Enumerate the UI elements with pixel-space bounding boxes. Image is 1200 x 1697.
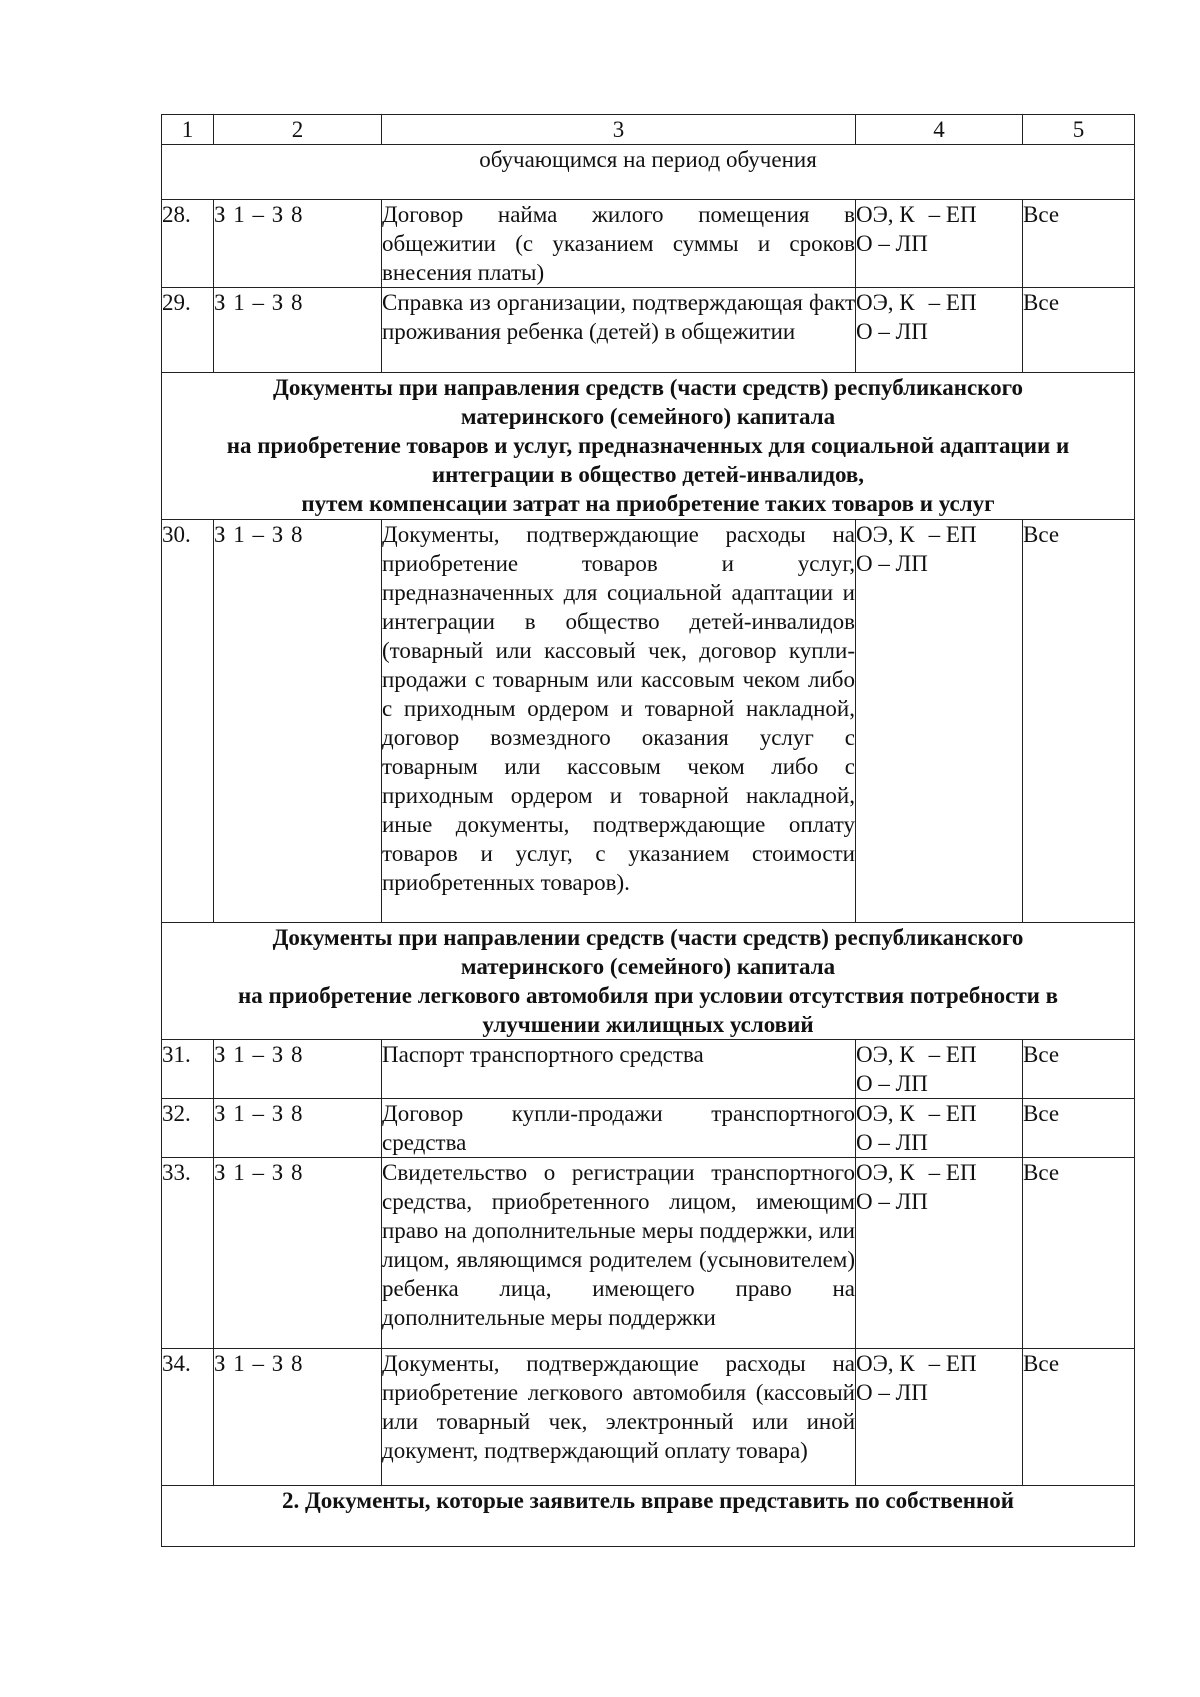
row-scope: Все <box>1023 1349 1135 1486</box>
row-description: Документы, подтверждающие расходы на приобретение легкового автомобиля (кассовый или товарный чек, электронный или иной документ, подтверждающий оплату товара) <box>382 1349 856 1486</box>
applicant-secondary: О – ЛП <box>856 1189 928 1214</box>
row-applicant <box>856 288 1023 373</box>
row-description: Справка из организации, подтверждающая факт проживания ребенка (детей) в общежитии <box>382 288 856 373</box>
row-number: 28. <box>162 200 214 288</box>
row-scope: Все <box>1023 1040 1135 1099</box>
applicant-format: – ЕП <box>928 1101 977 1126</box>
column-number: 1 <box>162 115 214 145</box>
row-applicant <box>856 1099 1023 1158</box>
table-row <box>162 520 1135 923</box>
row-scope: Все <box>1023 288 1135 373</box>
table-row <box>162 1158 1135 1349</box>
section-heading-line: путем компенсации затрат на приобретение таких товаров и услуг <box>301 491 995 516</box>
section-heading <box>162 923 1135 1040</box>
row-description: Договор купли-продажи транспортного средства <box>382 1099 856 1158</box>
applicant-format: – ЕП <box>928 202 977 227</box>
applicant-secondary: О – ЛП <box>856 1130 928 1155</box>
row-number: 29. <box>162 288 214 373</box>
row-scope: Все <box>1023 1158 1135 1349</box>
row-applicant <box>856 1040 1023 1099</box>
applicant-secondary: О – ЛП <box>856 1071 928 1096</box>
column-number: 4 <box>856 115 1023 145</box>
applicant-primary: ОЭ, К <box>856 1101 915 1126</box>
column-number-row <box>162 115 1135 145</box>
section-heading-row <box>162 1486 1135 1547</box>
applicant-secondary: О – ЛП <box>856 551 928 576</box>
section-heading-line: улучшении жилищных условий <box>482 1012 814 1037</box>
section-heading-line: интеграции в общество детей-инвалидов, <box>431 462 865 487</box>
applicant-primary: ОЭ, К <box>856 1160 915 1185</box>
row-scope: Все <box>1023 520 1135 923</box>
row-description: Свидетельство о регистрации транспортного средства, приобретенного лицом, имеющим право на дополнительные меры поддержки, или лицом, являющимся родителем (усыновителем) ребенка лица, имеющего право на дополнительные меры поддержки <box>382 1158 856 1349</box>
applicant-format: – ЕП <box>928 290 977 315</box>
applicant-primary: ОЭ, К <box>856 1042 915 1067</box>
column-number: 5 <box>1023 115 1135 145</box>
section-heading-row <box>162 373 1135 520</box>
applicant-secondary: О – ЛП <box>856 231 928 256</box>
row-code: З 1 – З 8 <box>214 1099 382 1158</box>
continuation-text: обучающимся на период обучения <box>162 145 1135 200</box>
row-applicant <box>856 1349 1023 1486</box>
applicant-primary: ОЭ, К <box>856 1351 915 1376</box>
row-scope: Все <box>1023 200 1135 288</box>
row-description: Договор найма жилого помещения в общежитии (с указанием суммы и сроков внесения платы) <box>382 200 856 288</box>
applicant-primary: ОЭ, К <box>856 202 915 227</box>
table-row <box>162 1099 1135 1158</box>
table-row <box>162 288 1135 373</box>
column-number: 3 <box>382 115 856 145</box>
row-applicant <box>856 200 1023 288</box>
applicant-primary: ОЭ, К <box>856 290 915 315</box>
applicant-format: – ЕП <box>928 522 977 547</box>
section-heading-line: Документы при направлении средств (части средств) республиканского <box>272 925 1024 950</box>
table-row <box>162 200 1135 288</box>
row-code: З 1 – З 8 <box>214 1040 382 1099</box>
section-heading-line: материнского (семейного) капитала <box>460 404 836 429</box>
row-code: З 1 – З 8 <box>214 1349 382 1486</box>
row-code: З 1 – З 8 <box>214 288 382 373</box>
documents-table <box>161 114 1135 1547</box>
row-applicant <box>856 1158 1023 1349</box>
applicant-secondary: О – ЛП <box>856 1380 928 1405</box>
row-number: 32. <box>162 1099 214 1158</box>
row-number: 34. <box>162 1349 214 1486</box>
row-number: 33. <box>162 1158 214 1349</box>
row-scope: Все <box>1023 1099 1135 1158</box>
row-code: З 1 – З 8 <box>214 520 382 923</box>
applicant-primary: ОЭ, К <box>856 522 915 547</box>
applicant-secondary: О – ЛП <box>856 319 928 344</box>
row-code: З 1 – З 8 <box>214 1158 382 1349</box>
applicant-format: – ЕП <box>928 1351 977 1376</box>
section-heading-line: на приобретение товаров и услуг, предназначенных для социальной адаптации и <box>226 433 1070 458</box>
applicant-format: – ЕП <box>928 1160 977 1185</box>
section-heading-row <box>162 923 1135 1040</box>
applicant-format: – ЕП <box>928 1042 977 1067</box>
row-number: 30. <box>162 520 214 923</box>
column-number: 2 <box>214 115 382 145</box>
row-description: Паспорт транспортного средства <box>382 1040 856 1099</box>
section-heading-line: материнского (семейного) капитала <box>460 954 836 979</box>
row-number: 31. <box>162 1040 214 1099</box>
continuation-row <box>162 145 1135 200</box>
row-description: Документы, подтверждающие расходы на приобретение товаров и услуг, предназначенных для социальной адаптации и интеграции в общество детей-инвалидов (товарный или кассовый чек, договор купли-продажи с товарным или кассовым чеком либо с приходным ордером и товарной накладной, договор возмездного оказания услуг с товарным или кассовым чеком либо с приходным ордером и товарной накладной, иные документы, подтверждающие оплату товаров и услуг, с указанием стоимости приобретенных товаров). <box>382 520 856 923</box>
section-title: 2. Документы, которые заявитель вправе представить по собственной <box>162 1486 1135 1547</box>
table-row <box>162 1349 1135 1486</box>
row-code: З 1 – З 8 <box>214 200 382 288</box>
section-heading-line: на приобретение легкового автомобиля при условии отсутствия потребности в <box>237 983 1059 1008</box>
row-applicant <box>856 520 1023 923</box>
section-heading-line: Документы при направления средств (части средств) республиканского <box>273 375 1023 400</box>
section-heading <box>162 373 1135 520</box>
table-row <box>162 1040 1135 1099</box>
